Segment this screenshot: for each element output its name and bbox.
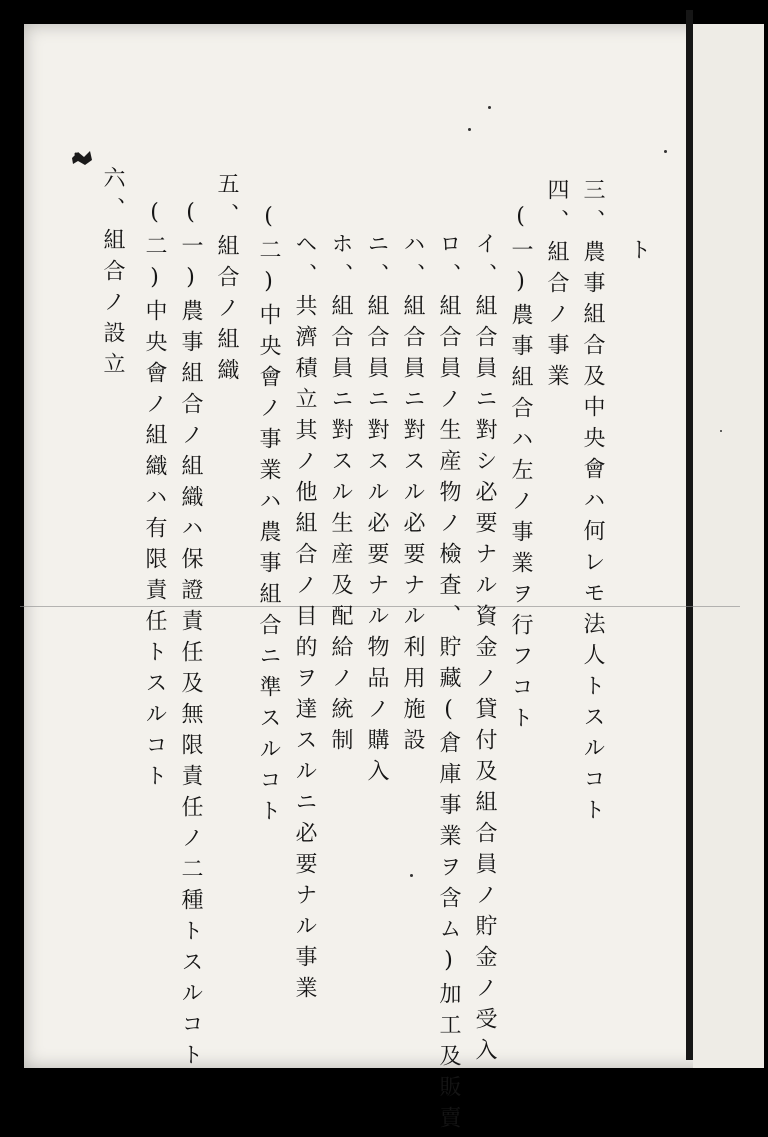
binding-edge <box>686 10 693 1060</box>
item-ro: ロ、組合員ノ生産物ノ檢査、貯藏(倉庫事業ヲ含ム)加工及販賣 <box>436 232 461 1137</box>
paper-speck <box>720 430 722 432</box>
paper-speck <box>488 106 491 109</box>
paper-speck <box>468 128 471 131</box>
section-3-heading: 三、農事組合及中央會ハ何レモ法人トスルコト <box>580 178 605 829</box>
section-4-heading: 四、組合ノ事業 <box>544 178 569 395</box>
document-page <box>24 24 764 1068</box>
page-margin-strip <box>693 24 764 1068</box>
item-ha: ハ、組合員ニ對スル必要ナル利用施設 <box>400 232 425 759</box>
section-4-1-heading: (一)農事組合ハ左ノ事業ヲ行フコト <box>508 204 533 737</box>
section-5-1: (一)農事組合ノ組織ハ保證責任及無限責任ノ二種トスルコト <box>178 200 203 1074</box>
paper-speck <box>410 874 413 877</box>
section-6-heading: 六、組合ノ設立 <box>100 166 125 383</box>
paper-speck <box>664 150 667 153</box>
section-5-2: (二)中央會ノ組織ハ有限責任トスルコト <box>142 200 167 795</box>
section-5-heading: 五、組合ノ組織 <box>214 172 239 389</box>
section-4-2: (二)中央會ノ事業ハ農事組合ニ準スルコト <box>256 204 281 830</box>
ink-stamp-mark <box>70 148 94 168</box>
top-right-mark: ト <box>626 238 651 269</box>
item-ni: ニ、組合員ニ對スル必要ナル物品ノ購入 <box>364 232 389 790</box>
item-he: ヘ、共濟積立其ノ他組合ノ目的ヲ達スルニ必要ナル事業 <box>292 232 317 1007</box>
item-ho: ホ、組合員ニ對スル生産及配給ノ統制 <box>328 232 353 759</box>
item-i: イ、組合員ニ對シ必要ナル資金ノ貸付及組合員ノ貯金ノ受入 <box>472 232 497 1069</box>
